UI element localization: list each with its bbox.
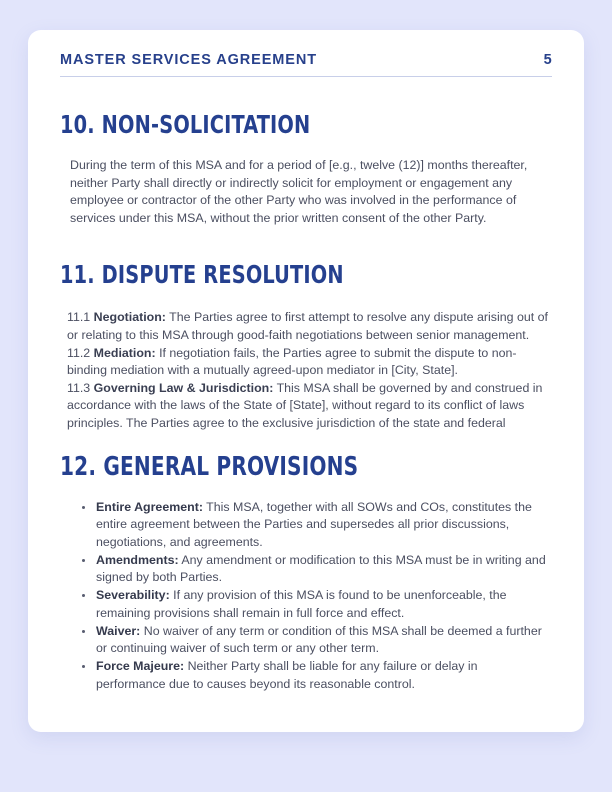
document-title: MASTER SERVICES AGREEMENT <box>60 52 317 68</box>
provision-label: Severability: <box>96 588 170 603</box>
provision-text: No waiver of any term or condition of this MSA shall be deemed a further or continuing waiver of such term or any other term. <box>96 623 542 656</box>
clause-11-2 <box>67 345 550 380</box>
list-item <box>82 623 548 658</box>
clause-text: This MSA shall be governed by and construed in accordance with the laws of the State of [State], without regard to its conflict of laws principles. The Parties agree to the exclusive jurisdiction of the state and federal <box>67 380 543 430</box>
clause-text: If negotiation fails, the Parties agree to submit the dispute to non-binding mediation with a mutually agreed-upon mediator in [City, State]. <box>67 345 517 378</box>
running-header <box>60 30 552 77</box>
clause-list <box>67 309 550 432</box>
provision-label: Entire Agreement: <box>96 499 203 514</box>
section-general-provisions <box>60 452 552 694</box>
clause-label: Governing Law & Jurisdiction: <box>93 380 274 395</box>
provision-text: This MSA, together with all SOWs and COs, constitutes the entire agreement between the Parties and supersedes all prior discussions, negotiations, and agreements. <box>96 499 532 549</box>
provision-label: Waiver: <box>96 623 141 638</box>
provision-label: Force Majeure: <box>96 659 185 674</box>
section-heading-11: 11. DISPUTE RESOLUTION <box>60 260 344 290</box>
provision-text: If any provision of this MSA is found to be unenforceable, the remaining provisions shall remain in full force and effect. <box>96 588 507 620</box>
clause-number: 11.2 <box>67 345 91 360</box>
provision-text: Any amendment or modification to this MSA must be in writing and signed by both Parties. <box>96 552 546 585</box>
provision-text: Neither Party shall be liable for any failure or delay in performance due to causes beyond its reasonable control. <box>96 659 478 691</box>
list-item <box>82 499 548 552</box>
clause-11-1 <box>67 309 550 344</box>
section-10-paragraph: During the term of this MSA and for a period of [e.g., twelve (12)] months thereafter, neither Party shall directly or indirectly solicit for employment or engagement any employee or contractor of the other Party who was involved in the performance of services under this MSA, without the prior written consent of the other Party. <box>70 158 528 225</box>
provisions-list <box>60 499 552 694</box>
clause-11-3 <box>67 380 550 433</box>
clause-number: 11.3 <box>67 380 91 395</box>
page-number: 5 <box>543 52 552 68</box>
list-item <box>82 552 548 587</box>
section-dispute-resolution <box>60 260 552 432</box>
provision-label: Amendments: <box>96 552 179 567</box>
section-non-solicitation <box>60 110 552 227</box>
clause-number: 11.1 <box>67 310 91 325</box>
document-page-card <box>28 30 584 732</box>
section-heading-12: 12. GENERAL PROVISIONS <box>60 451 359 482</box>
list-item <box>82 658 548 693</box>
section-12-heading-wrap <box>60 452 552 482</box>
list-item <box>82 587 548 622</box>
section-heading-10: 10. NON-SOLICITATION <box>60 110 311 140</box>
clause-label: Mediation: <box>93 345 156 360</box>
clause-label: Negotiation: <box>93 310 166 325</box>
clause-text: The Parties agree to first attempt to resolve any dispute arising out of or relating to this MSA through good-faith negotiations between senior management. <box>67 310 548 342</box>
